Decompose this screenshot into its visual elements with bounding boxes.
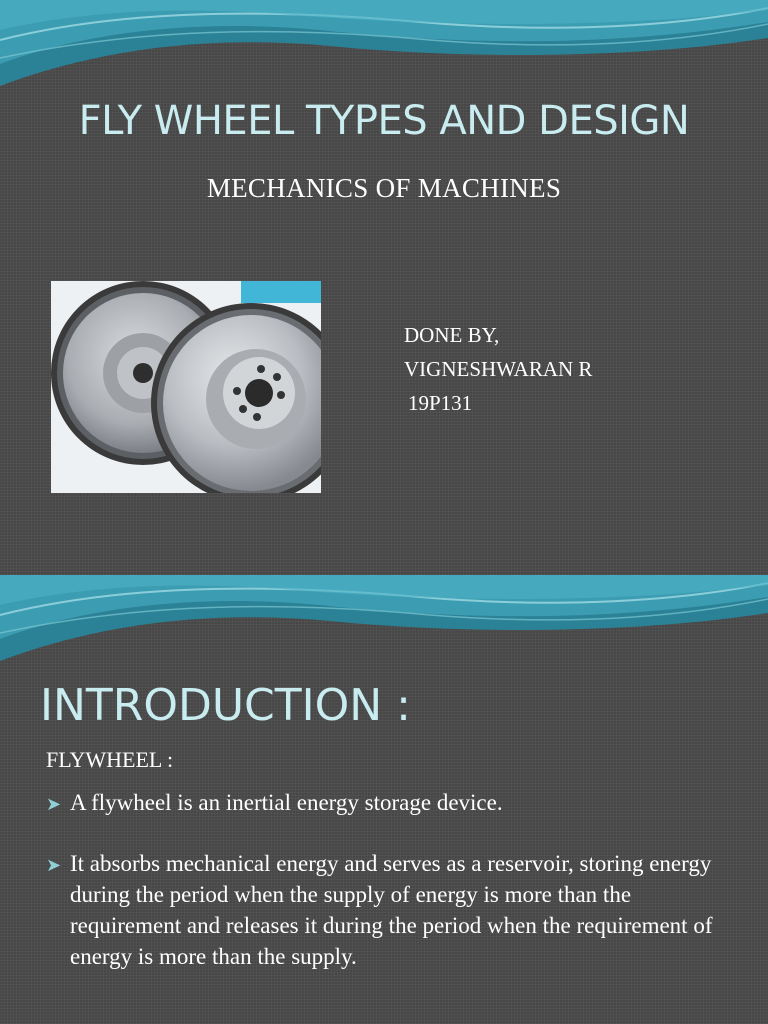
- arrow-bullet-icon: ➤: [46, 794, 62, 815]
- flywheel-photo: [51, 281, 321, 493]
- author-roll-number: 19P131: [408, 391, 473, 415]
- flywheel-illustration: [51, 281, 321, 493]
- author-name: VIGNESHWARAN R: [404, 357, 593, 381]
- header-swoosh: [0, 575, 768, 670]
- bullet-text: It absorbs mechanical energy and serves as a reservoir, storing energy during the period when the supply of energy is more than the requirement and releases it during the period when the requirement of energy is more than the supply.: [70, 851, 713, 969]
- bullet-list: [46, 787, 746, 972]
- term-label: FLYWHEEL :: [46, 747, 174, 772]
- arrow-bullet-icon: ➤: [46, 855, 62, 876]
- bullet-item: [46, 787, 746, 818]
- slide-heading: INTRODUCTION :: [40, 680, 411, 731]
- author-label: DONE BY,: [404, 323, 500, 347]
- slide-subtitle: MECHANICS OF MACHINES: [206, 173, 562, 203]
- slide-title: FLY WHEEL TYPES AND DESIGN: [78, 98, 690, 144]
- bullet-item: [46, 848, 746, 972]
- introduction-slide: [0, 575, 768, 1024]
- bullet-text: A flywheel is an inertial energy storage device.: [70, 790, 503, 815]
- header-swoosh: [0, 0, 768, 95]
- author-block: [404, 318, 592, 420]
